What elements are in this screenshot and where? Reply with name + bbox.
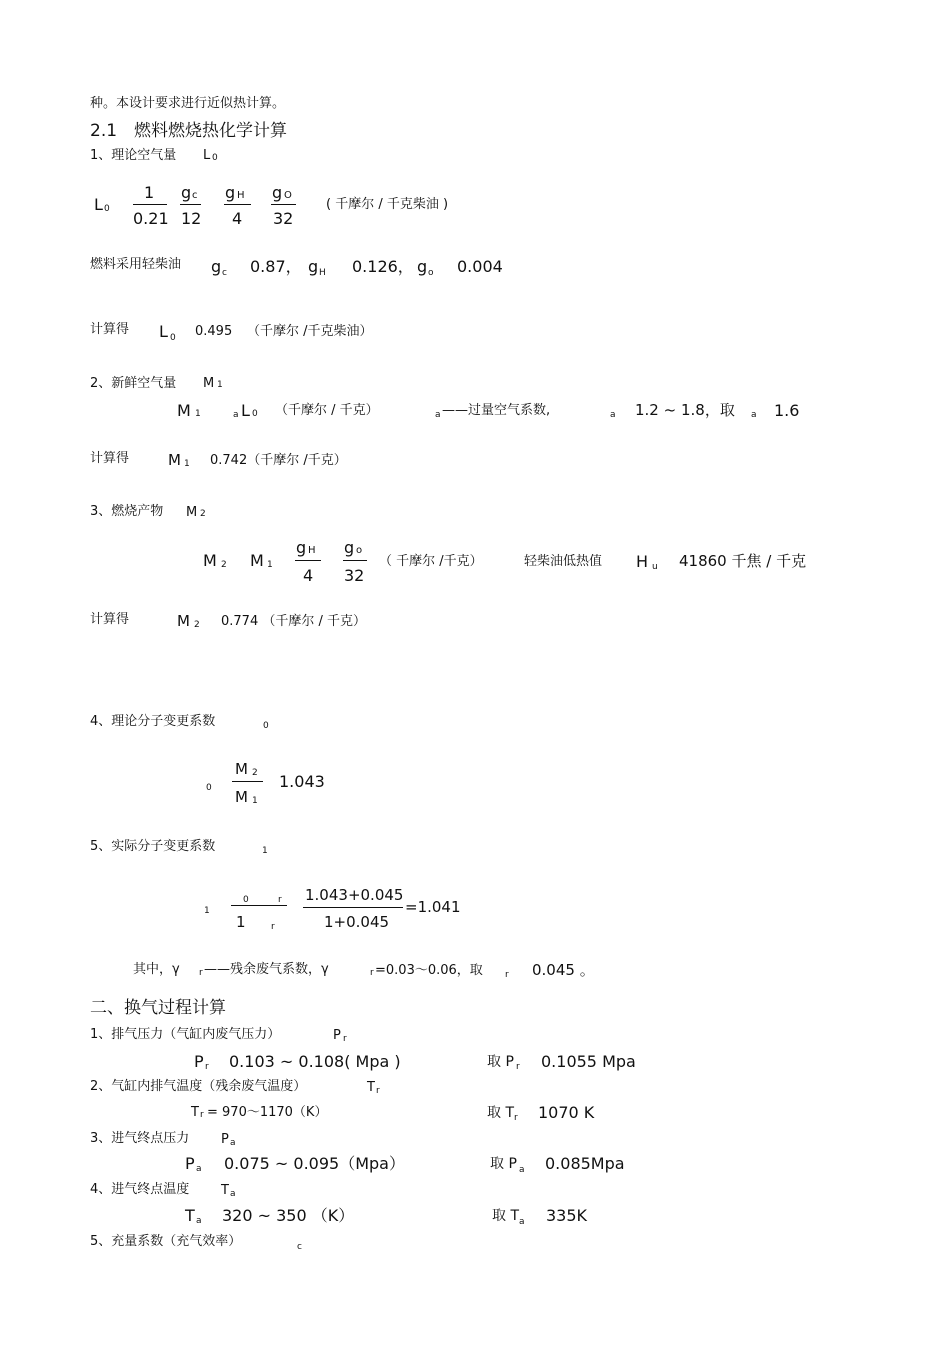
s1-f1-den: 0.21 [133, 209, 169, 228]
s1-f3-bar [224, 204, 251, 205]
s4-num: M [235, 760, 248, 778]
s1-unit: ( 千摩尔 / 千克柴油 ) [326, 197, 449, 212]
e4-range: 320 ~ 350 （K） [222, 1206, 355, 1225]
s4-title: 4、理论分子变更系数 [90, 714, 216, 729]
s3-res-val: 0.774 （千摩尔 / 千克） [221, 614, 366, 629]
e5-title-sub: c [297, 1242, 302, 1252]
s2-desc: ——过量空气系数, [442, 403, 551, 418]
s5-f-den-b: r [271, 922, 275, 932]
e4-lhs: T [185, 1206, 195, 1225]
e2-range: = 970～1170（K） [207, 1105, 328, 1120]
s3-title-sub: 2 [200, 509, 206, 519]
e1-take-val: 0.1055 Mpa [541, 1052, 636, 1071]
s3-lhs-sub: 2 [221, 560, 227, 570]
s3-title: 3、燃烧产物 [90, 504, 164, 519]
s1-f4-num: g [272, 183, 283, 202]
s3-f2-den: 32 [344, 566, 365, 585]
s3-hu-val: 41860 千焦 / 千克 [679, 552, 807, 570]
e4-title: 4、进气终点温度 [90, 1182, 190, 1197]
e1-title-sym: P [333, 1028, 341, 1043]
s5-f-num-b: r [278, 895, 282, 905]
s3-hu-sym: H [636, 552, 649, 571]
s1-res-sub: 0 [170, 333, 176, 343]
s4-num-sub: 2 [252, 768, 258, 778]
e4-take-sub: a [519, 1217, 525, 1227]
s3-unit: （ 千摩尔 /千克） [379, 554, 483, 569]
s2-rhs-sub: 0 [252, 409, 258, 419]
section-heading-2-1: 2.1 燃料燃烧热化学计算 [90, 121, 288, 141]
s3-f1-bar [295, 560, 321, 561]
s1-title-sym: L [203, 148, 211, 163]
s1-gh-sub: H [319, 268, 326, 278]
e2-take-sub: r [514, 1113, 518, 1123]
e1-range: 0.103 ~ 0.108( Mpa ) [229, 1052, 401, 1071]
s5-frac2-bar [303, 907, 403, 908]
s1-f3-num: g [225, 183, 236, 202]
s1-gc-val: 0.87， [250, 257, 302, 276]
s5-den2: 1+0.045 [324, 913, 390, 931]
s1-go-sym: g [417, 257, 428, 276]
s2-unit: （千摩尔 / 千克） [275, 403, 379, 418]
s3-f2-num: g [344, 538, 355, 557]
s5-note-b: ——残余废气系数，γ [204, 962, 329, 977]
s1-gh-val: 0.126， [352, 257, 414, 276]
e1-take-label: 取 P [487, 1054, 514, 1070]
e4-take-val: 335K [546, 1206, 588, 1225]
s1-title: 1、理论空气量 [90, 148, 177, 163]
s4-den-sub: 1 [252, 796, 258, 806]
s1-f1-num: 1 [144, 183, 155, 202]
intro-text: 种。本设计要求进行近似热计算。 [90, 96, 286, 111]
e3-title: 3、进气终点压力 [90, 1131, 190, 1146]
s3-res-sym: M [177, 612, 190, 630]
s2-a-sub4: a [751, 410, 757, 420]
s1-res-val: 0.495 [195, 324, 233, 339]
s2-calc-label: 计算得 [90, 451, 130, 466]
s5-lhs-sub: 1 [204, 906, 210, 916]
s1-go-sub: o [428, 268, 434, 278]
s1-lhs-sub: 0 [104, 204, 110, 214]
s3-title-sym: M [186, 505, 198, 520]
e3-take-val: 0.085Mpa [545, 1154, 625, 1173]
e2-title: 2、气缸内排气温度（残余废气温度） [90, 1079, 307, 1094]
s5-note-a: 其中，γ [133, 962, 180, 977]
s1-f4-num-sub: O [284, 190, 292, 201]
e2-take-label: 取 T [487, 1105, 515, 1121]
s2-res-sym: M [168, 451, 181, 469]
s1-f2-bar [180, 204, 201, 205]
e2-title-sub: r [376, 1086, 380, 1096]
e3-take-label: 取 P [490, 1156, 517, 1172]
s5-note-c: =0.03～0.06，取 [375, 963, 483, 978]
s3-res-sub: 2 [194, 620, 200, 630]
section-heading-2: 二、换气过程计算 [90, 998, 226, 1018]
s2-rhs: L [241, 401, 250, 420]
s5-f-den-a: 1 [236, 913, 246, 931]
s2-a-sub: a [233, 410, 239, 420]
e2-lhs-sub: r [200, 1110, 204, 1120]
e4-title-sub: a [230, 1189, 236, 1199]
s5-num2: 1.043+0.045 [305, 886, 404, 904]
e3-lhs: P [185, 1154, 195, 1173]
s5-note-sub: r [199, 968, 203, 978]
s1-f2-den: 12 [181, 209, 202, 228]
s2-res-val: 0.742（千摩尔 /千克） [210, 453, 347, 468]
s3-m1-sub: 1 [267, 560, 273, 570]
e2-title-sym: T [367, 1080, 375, 1095]
s5-note-sub2: r [370, 968, 374, 978]
s5-note-d: 0.045 。 [532, 961, 595, 979]
s2-lhs-sub: 1 [195, 409, 201, 419]
e3-range: 0.075 ~ 0.095（Mpa） [224, 1154, 405, 1173]
s1-fuel-label: 燃料采用轻柴油 [90, 257, 182, 272]
s4-lhs-sub: 0 [206, 783, 212, 793]
s5-title-sub: 1 [262, 846, 268, 856]
s2-lhs: M [177, 401, 191, 420]
s1-f2-num: g [181, 183, 192, 202]
s3-calc-label: 计算得 [90, 612, 130, 627]
e3-title-sub: a [230, 1138, 236, 1148]
e3-lhs-sub: a [196, 1164, 202, 1174]
s3-hu-sub: u [652, 562, 658, 572]
e1-lhs-sub: r [205, 1062, 209, 1072]
s1-gc-sym: g [211, 257, 222, 276]
s2-title-sub: 1 [217, 380, 223, 390]
s5-val: =1.041 [405, 898, 461, 916]
s5-frac1-bar [231, 905, 287, 906]
s4-frac-bar [232, 781, 263, 782]
s4-den: M [235, 788, 248, 806]
s2-title-sym: M [203, 376, 215, 391]
s4-val: 1.043 [279, 772, 325, 791]
e1-take-sub: r [516, 1062, 520, 1072]
s1-f4-den: 32 [273, 209, 294, 228]
e2-take-val: 1070 K [538, 1103, 595, 1122]
s3-lhs: M [203, 551, 217, 570]
s5-f-num-a: 0 [243, 895, 249, 905]
s1-res-unit: （千摩尔 /千克柴油） [247, 324, 373, 339]
s1-title-sub: 0 [212, 153, 218, 163]
s2-take: 1.6 [774, 401, 800, 420]
s1-f3-den: 4 [232, 209, 243, 228]
s3-f1-den: 4 [303, 566, 314, 585]
s5-title: 5、实际分子变更系数 [90, 839, 216, 854]
s1-calc-label: 计算得 [90, 322, 130, 337]
s1-res-sym: L [159, 322, 168, 341]
e1-lhs: P [194, 1052, 204, 1071]
s1-f2-num-sub: c [192, 190, 198, 201]
s2-a-sub2: a [435, 410, 441, 420]
e1-title: 1、排气压力（气缸内废气压力） [90, 1027, 281, 1042]
e3-take-sub: a [519, 1165, 525, 1175]
e4-title-sym: T [221, 1183, 229, 1198]
e3-title-sym: P [221, 1132, 229, 1147]
s3-heat-label: 轻柴油低热值 [524, 554, 603, 569]
e5-title: 5、充量系数（充气效率） [90, 1234, 242, 1249]
s2-a-sub3: a [610, 410, 616, 420]
s1-gc-sub: c [222, 268, 227, 278]
s1-go-val: 0.004 [457, 257, 503, 276]
s1-f1-bar [133, 204, 167, 205]
s3-f2-num-sub: o [356, 545, 363, 556]
e4-take-label: 取 T [492, 1208, 520, 1224]
s4-title-sub: 0 [263, 721, 269, 731]
s3-m1: M [250, 551, 264, 570]
e2-lhs: T [191, 1105, 199, 1120]
s5-note-sub3: r [505, 970, 509, 980]
s3-f1-num-sub: H [308, 545, 316, 556]
s1-gh-sym: g [308, 257, 319, 276]
s1-f4-bar [271, 204, 296, 205]
s2-res-sub: 1 [184, 459, 190, 469]
s3-f1-num: g [296, 538, 307, 557]
e4-lhs-sub: a [196, 1216, 202, 1226]
s2-range: 1.2 ~ 1.8，取 [635, 401, 735, 419]
s1-f3-num-sub: H [237, 190, 245, 201]
s3-f2-bar [343, 560, 367, 561]
s1-lhs: L [94, 195, 103, 214]
s2-title: 2、新鲜空气量 [90, 376, 177, 391]
e1-title-sub: r [343, 1034, 347, 1044]
